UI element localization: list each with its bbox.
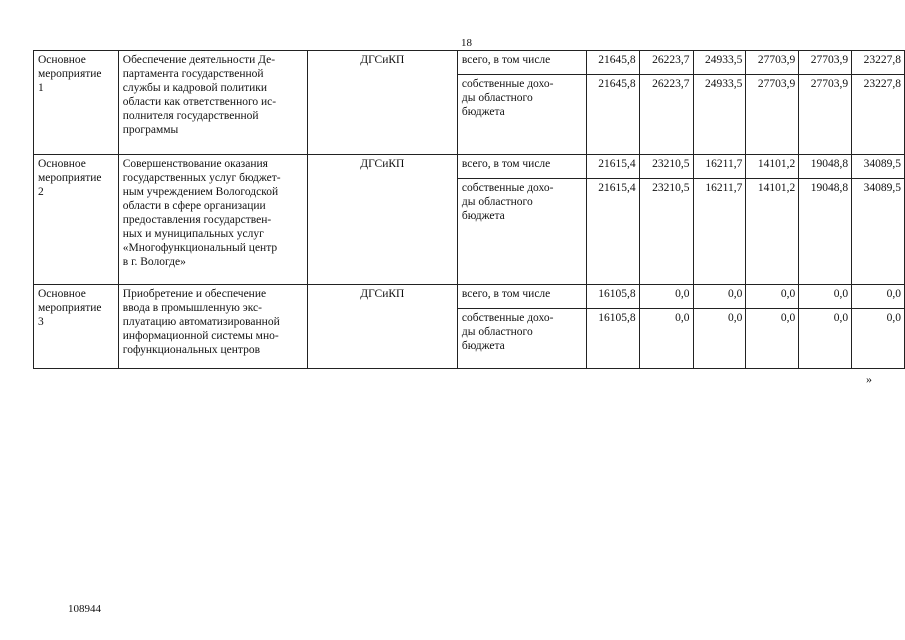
amount-cell: 26223,7 bbox=[639, 75, 693, 155]
amount-cell: 21615,4 bbox=[586, 155, 639, 179]
amount-cell: 21645,8 bbox=[586, 75, 639, 155]
description-cell: Совершенствование оказания государственных услуг бюджет- ным учреждением Вологодской области в сфере организации предоставления государствен- ных и муниципальных услуг «Многофункциональный центр в г. Вологде» bbox=[118, 155, 307, 285]
table-row bbox=[34, 285, 905, 309]
amount-cell: 0,0 bbox=[852, 285, 905, 309]
executor-cell: ДГСиКП bbox=[307, 51, 457, 155]
funding-source-cell: всего, в том числе bbox=[457, 155, 586, 179]
amount-cell: 16105,8 bbox=[586, 309, 639, 369]
amount-cell: 27703,9 bbox=[799, 75, 852, 155]
funding-source-cell: всего, в том числе bbox=[457, 285, 586, 309]
amount-cell: 0,0 bbox=[639, 309, 693, 369]
amount-cell: 34089,5 bbox=[852, 155, 905, 179]
amount-cell: 19048,8 bbox=[799, 155, 852, 179]
document-code: 108944 bbox=[68, 603, 101, 615]
funding-source-cell: собственные дохо- ды областного бюджета bbox=[457, 179, 586, 285]
amount-cell: 26223,7 bbox=[639, 51, 693, 75]
page-number: 18 bbox=[461, 37, 472, 49]
amount-cell: 14101,2 bbox=[746, 155, 799, 179]
amount-cell: 16211,7 bbox=[693, 155, 746, 179]
amount-cell: 0,0 bbox=[746, 309, 799, 369]
amount-cell: 0,0 bbox=[693, 285, 746, 309]
amount-cell: 0,0 bbox=[746, 285, 799, 309]
amount-cell: 24933,5 bbox=[693, 75, 746, 155]
amount-cell: 23227,8 bbox=[852, 75, 905, 155]
table-row bbox=[34, 51, 905, 75]
activity-cell: Основное мероприятие 3 bbox=[34, 285, 119, 369]
amount-cell: 0,0 bbox=[852, 309, 905, 369]
amount-cell: 19048,8 bbox=[799, 179, 852, 285]
executor-cell: ДГСиКП bbox=[307, 155, 457, 285]
closing-quote: » bbox=[866, 372, 872, 386]
description-cell: Обеспечение деятельности Де- партамента государственной службы и кадровой политики области как ответственного ис- полнителя государственной программы bbox=[118, 51, 307, 155]
amount-cell: 16105,8 bbox=[586, 285, 639, 309]
amount-cell: 14101,2 bbox=[746, 179, 799, 285]
funding-source-cell: собственные дохо- ды областного бюджета bbox=[457, 309, 586, 369]
table-row bbox=[34, 155, 905, 179]
funding-table bbox=[33, 50, 905, 369]
amount-cell: 21645,8 bbox=[586, 51, 639, 75]
amount-cell: 0,0 bbox=[693, 309, 746, 369]
amount-cell: 27703,9 bbox=[799, 51, 852, 75]
activity-cell: Основное мероприятие 1 bbox=[34, 51, 119, 155]
amount-cell: 24933,5 bbox=[693, 51, 746, 75]
funding-source-cell: всего, в том числе bbox=[457, 51, 586, 75]
activity-cell: Основное мероприятие 2 bbox=[34, 155, 119, 285]
amount-cell: 27703,9 bbox=[746, 75, 799, 155]
amount-cell: 16211,7 bbox=[693, 179, 746, 285]
amount-cell: 34089,5 bbox=[852, 179, 905, 285]
amount-cell: 23210,5 bbox=[639, 179, 693, 285]
amount-cell: 23210,5 bbox=[639, 155, 693, 179]
amount-cell: 23227,8 bbox=[852, 51, 905, 75]
amount-cell: 0,0 bbox=[799, 285, 852, 309]
description-cell: Приобретение и обеспечение ввода в промышленную экс- плуатацию автоматизированной информационной системы мно- гофункциональных центров bbox=[118, 285, 307, 369]
funding-source-cell: собственные дохо- ды областного бюджета bbox=[457, 75, 586, 155]
amount-cell: 21615,4 bbox=[586, 179, 639, 285]
amount-cell: 0,0 bbox=[799, 309, 852, 369]
amount-cell: 27703,9 bbox=[746, 51, 799, 75]
executor-cell: ДГСиКП bbox=[307, 285, 457, 369]
amount-cell: 0,0 bbox=[639, 285, 693, 309]
